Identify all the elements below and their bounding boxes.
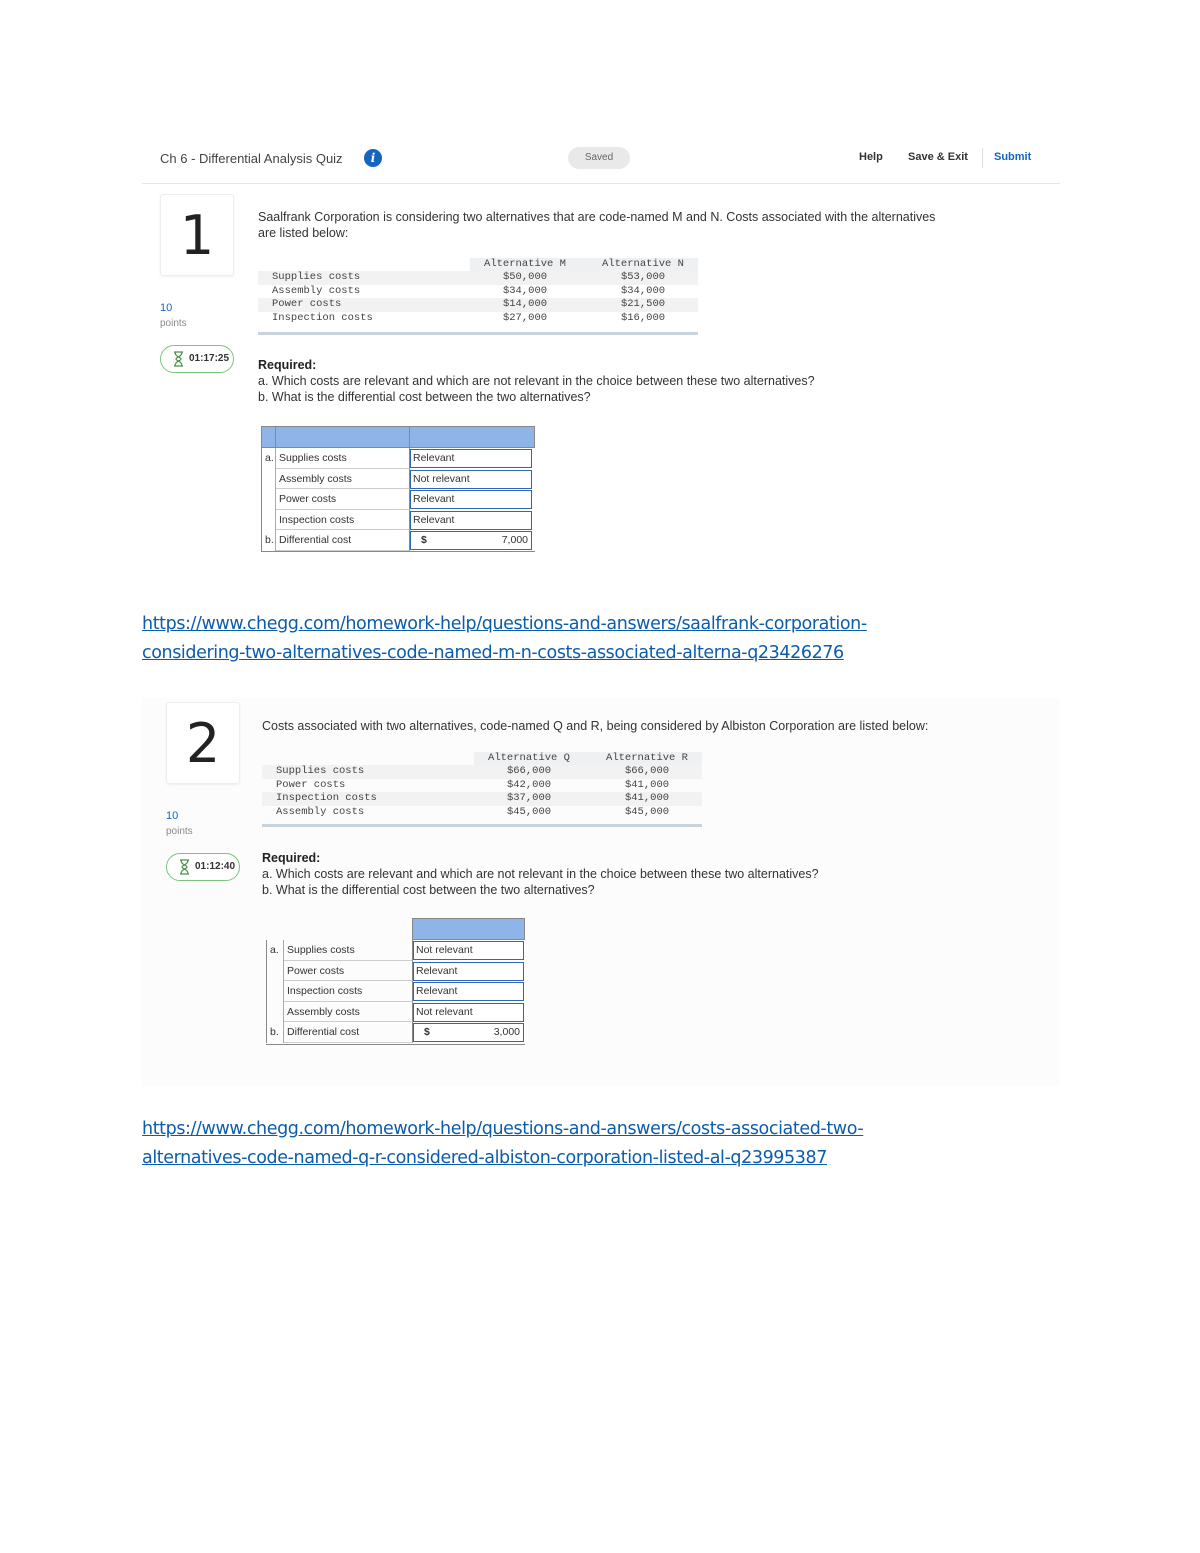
cost-label: Differential cost [276,530,410,551]
cost-label: Inspection costs [284,981,413,1002]
question-number-card: 2 [166,702,240,784]
cell-value: $14,000 [502,298,548,310]
cell-value: $45,000 [506,805,552,818]
answer-row [266,1002,525,1023]
help-button[interactable]: Help [859,151,883,163]
cell-value: $45,000 [624,805,670,818]
part-letter [261,510,276,531]
table-row [262,765,702,779]
relevance-select[interactable]: Relevant [410,490,532,509]
chegg-link-2[interactable] [142,1115,863,1173]
answer-row [261,448,535,469]
required-part-b: b. What is the differential cost between the two alternatives? [258,390,591,404]
row-label: Inspection costs [276,792,377,804]
link-line: https://www.chegg.com/homework-help/questions-and-answers/costs-associated-two- [142,1119,864,1139]
prompt-line: Costs associated with two alternatives, code-named Q and R, being considered by Albiston Corporation are listed below: [262,719,929,733]
points-label: points [166,826,193,837]
row-label: Assembly costs [272,284,361,297]
table-row [258,271,698,285]
differential-amount: 7,000 [501,534,528,546]
relevance-select[interactable]: Relevant [413,982,524,1001]
cell-value: $41,000 [624,778,670,791]
cost-data-table [262,752,702,832]
table-row [258,298,698,312]
answer-row [261,489,535,510]
required-heading: Required: [258,358,317,372]
cost-label: Inspection costs [276,510,410,531]
save-exit-button[interactable]: Save & Exit [908,151,968,163]
answer-row [261,469,535,490]
answer-table [261,426,535,552]
cost-label: Assembly costs [284,1002,413,1023]
row-label: Supplies costs [276,765,365,777]
link-line: https://www.chegg.com/homework-help/questions-and-answers/saalfrank-corporation- [142,614,867,634]
required-part-a: a. Which costs are relevant and which are not relevant in the choice between these two alternatives? [258,374,815,388]
answer-row [266,981,525,1002]
cost-label: Power costs [284,961,413,982]
link-line: alternatives-code-named-q-r-considered-albiston-corporation-listed-al-q23995387 [142,1148,827,1168]
row-label: Power costs [276,778,346,791]
cell-value: $50,000 [502,271,548,283]
question-timer [166,853,240,881]
cell-value: $37,000 [506,792,552,804]
hourglass-icon [173,351,184,367]
differential-row [261,530,535,551]
answer-table-header [261,426,535,448]
hourglass-icon [179,859,190,875]
part-letter: a. [266,940,284,961]
cell-value: $34,000 [620,284,666,297]
relevance-select[interactable]: Relevant [410,511,532,530]
column-header: Alternative Q [488,752,570,764]
cost-data-table [258,258,698,338]
required-part-b: b. What is the differential cost between the two alternatives? [262,883,595,897]
answer-table-header [412,918,525,940]
question-timer [160,345,234,373]
required-heading: Required: [262,851,321,865]
answer-table-bottom [266,1044,525,1045]
required-part-a: a. Which costs are relevant and which are not relevant in the choice between these two alternatives? [262,867,819,881]
differential-row [266,1022,525,1043]
cell-value: $16,000 [620,311,666,324]
points-label: points [160,318,187,329]
differential-cost-input[interactable] [413,1023,524,1042]
answer-table [266,918,525,1045]
cell-value: $34,000 [502,284,548,297]
cost-label: Supplies costs [276,448,410,469]
row-label: Assembly costs [276,805,365,818]
cost-label: Supplies costs [284,940,413,961]
question-prompt [258,209,1048,241]
cost-label: Assembly costs [276,469,410,490]
table-bottom-rule [258,332,698,335]
part-letter [261,489,276,510]
question-number-card: 1 [160,194,234,276]
cell-value: $27,000 [502,311,548,324]
link-line: considering-two-alternatives-code-named-m-n-costs-associated-alterna-q23426276 [142,643,844,663]
saved-status-badge: Saved [568,147,630,169]
cost-label: Power costs [276,489,410,510]
column-header: Alternative R [606,752,688,764]
chegg-link-1[interactable] [142,610,867,668]
row-label: Power costs [272,298,342,310]
table-row [258,285,698,299]
info-icon[interactable]: i [364,149,382,167]
cell-value: $21,500 [620,298,666,310]
answer-row [261,510,535,531]
part-letter: a. [261,448,276,469]
column-header: Alternative M [484,258,566,270]
cost-label: Differential cost [284,1022,413,1043]
relevance-select[interactable]: Not relevant [413,1003,524,1022]
question-prompt [262,718,1052,734]
row-label: Supplies costs [272,271,361,283]
currency-symbol: $ [424,1026,430,1038]
relevance-select[interactable]: Not relevant [410,470,532,489]
answer-row [266,940,525,961]
timer-text: 01:12:40 [195,861,236,872]
cell-value: $66,000 [506,765,552,777]
part-letter [266,961,284,982]
header-divider [409,426,410,448]
prompt-line: Saalfrank Corporation is considering two alternatives that are code-named M and N. Costs associated with the alternatives [258,210,936,224]
cell-value: $41,000 [624,792,670,804]
column-header: Alternative N [602,258,684,270]
table-row [258,312,698,326]
quiz-header-bar [142,140,1060,184]
required-section [258,357,1048,405]
answer-row [266,961,525,982]
points-value: 10 [160,302,173,314]
table-bottom-rule [262,824,702,827]
relevance-select[interactable]: Not relevant [413,941,524,960]
cell-value: $53,000 [620,271,666,283]
submit-button[interactable]: Submit [994,151,1032,163]
table-row [262,779,702,793]
part-letter [261,469,276,490]
required-section [262,850,1052,898]
quiz-screenshot-1 [142,140,1060,572]
relevance-select[interactable]: Relevant [413,962,524,981]
differential-amount: 3,000 [493,1026,520,1038]
header-divider [982,148,983,168]
quiz-title: Ch 6 - Differential Analysis Quiz [160,151,343,166]
row-label: Inspection costs [272,311,373,324]
part-letter: b. [266,1022,284,1043]
prompt-line: are listed below: [258,226,349,240]
header-divider [275,426,276,448]
cell-value: $42,000 [506,778,552,791]
relevance-select[interactable]: Relevant [410,449,532,468]
differential-cost-input[interactable] [410,531,532,550]
answer-table-bottom [261,551,535,552]
timer-text: 01:17:25 [189,353,230,364]
part-letter [266,981,284,1002]
part-letter: b. [261,530,276,551]
currency-symbol: $ [421,534,427,546]
points-value: 10 [166,810,179,822]
table-row [262,792,702,806]
quiz-screenshot-2 [142,698,1060,1086]
part-letter [266,1002,284,1023]
cell-value: $66,000 [624,765,670,777]
table-row [262,806,702,820]
